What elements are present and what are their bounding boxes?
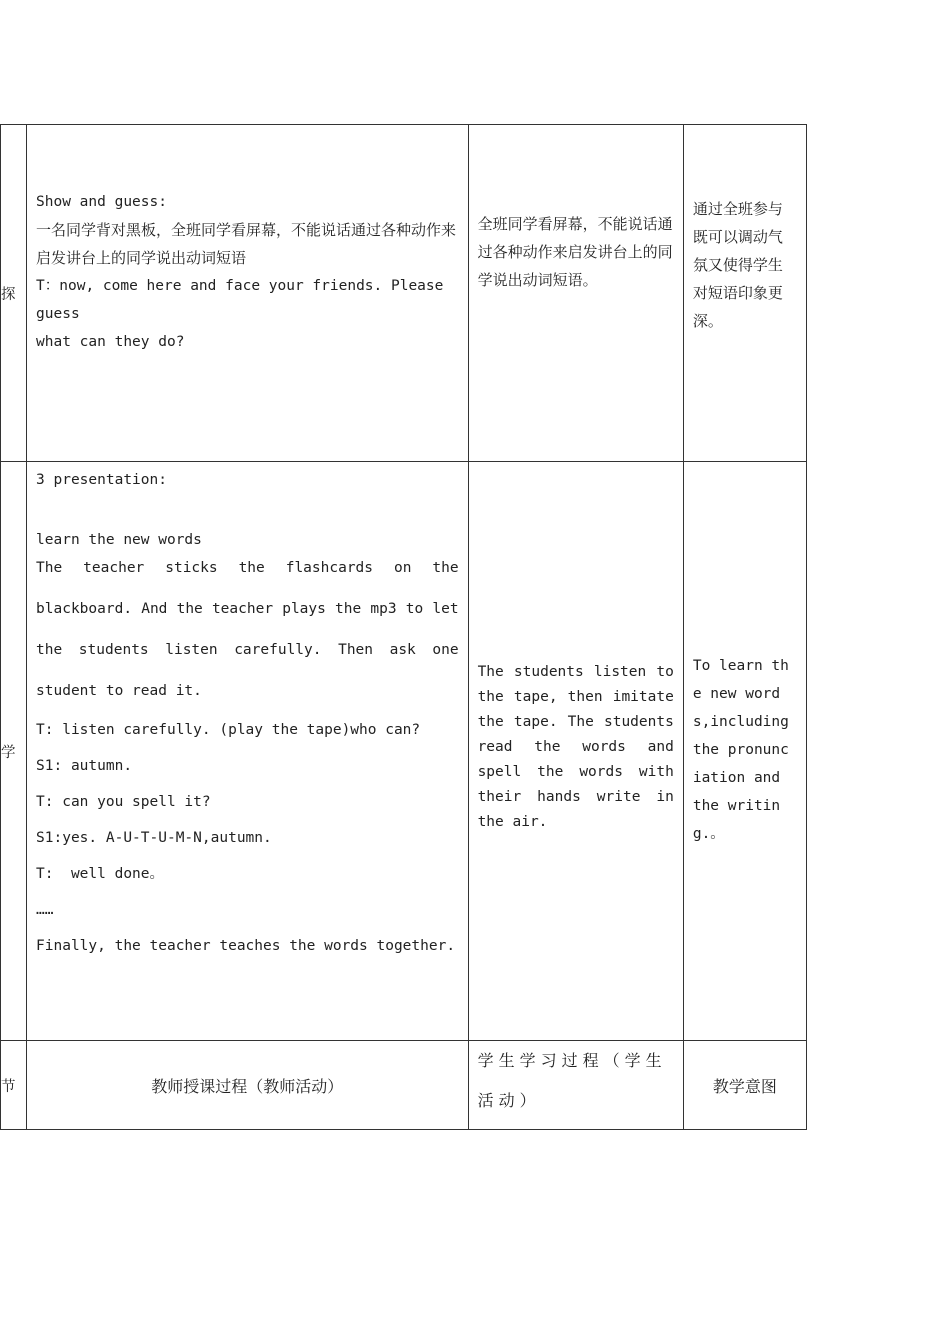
section-subheading: learn the new words xyxy=(36,532,202,548)
paragraph-line: blackboard. And the teacher plays the mp3 to let xyxy=(36,601,459,617)
table-row xyxy=(1,125,807,462)
table-row xyxy=(1,462,807,1041)
intent-text: To learn the new words,including the pronunciation and the writing.。 xyxy=(692,658,789,842)
stage-cell: 探 xyxy=(1,125,27,462)
dialogue-line: T: can you spell it? xyxy=(36,794,211,810)
dialogue-line: Finally, the teacher teaches the words together. xyxy=(36,938,456,954)
paragraph-line: the students listen carefully. Then ask one xyxy=(36,642,459,658)
section-heading: 3 presentation: xyxy=(36,472,167,488)
teacher-activity-cell xyxy=(27,462,469,1041)
paragraph-line: The teacher sticks the flashcards on the xyxy=(36,560,459,576)
activity-title: Show and guess: xyxy=(36,194,167,210)
dialogue-line: S1:yes. A-U-T-U-M-N,autumn. xyxy=(36,830,272,846)
lesson-plan-table xyxy=(0,124,807,1130)
dialogue-line: …… xyxy=(36,902,54,918)
student-activity-text: 全班同学看屏幕，不能说话通过各种动作来启发讲台上的同学说出动词短语。 xyxy=(477,215,673,289)
student-activity-text: The students listen to the tape, then imitate the tape. The students read the words and spell the words with their hands write in the air. xyxy=(477,663,674,830)
paragraph-line: student to read it. xyxy=(36,683,202,699)
stage-cell: 学 xyxy=(1,462,27,1041)
activity-description: 一名同学背对黑板，全班同学看屏幕，不能说话通过各种动作来启发讲台上的同学说出动词短语 xyxy=(36,221,457,267)
dialogue-line: S1: autumn. xyxy=(36,758,133,774)
teacher-activity-cell xyxy=(27,125,469,462)
intent-column-header: 教学意图 xyxy=(683,1041,806,1130)
student-activity-cell xyxy=(468,462,683,1041)
teacher-column-header: 教师授课过程（教师活动） xyxy=(27,1041,469,1130)
student-column-header: 学生学习过程（学生活动） xyxy=(468,1041,683,1130)
teacher-prompt: T：now, come here and face your friends. Please guess xyxy=(36,278,453,322)
student-activity-cell xyxy=(468,125,683,462)
stage-cell: 节 xyxy=(1,1041,27,1130)
teacher-prompt-question: what can they do? xyxy=(36,334,185,350)
intent-text: 通过全班参与既可以调动气氛又使得学生对短语印象更深。 xyxy=(692,200,783,330)
dialogue-line: T: well done。 xyxy=(36,866,165,882)
dialogue-line: T: listen carefully. (play the tape)who can? xyxy=(36,722,421,738)
intent-cell xyxy=(683,462,806,1041)
table-header-row xyxy=(1,1041,807,1130)
intent-cell xyxy=(683,125,806,462)
